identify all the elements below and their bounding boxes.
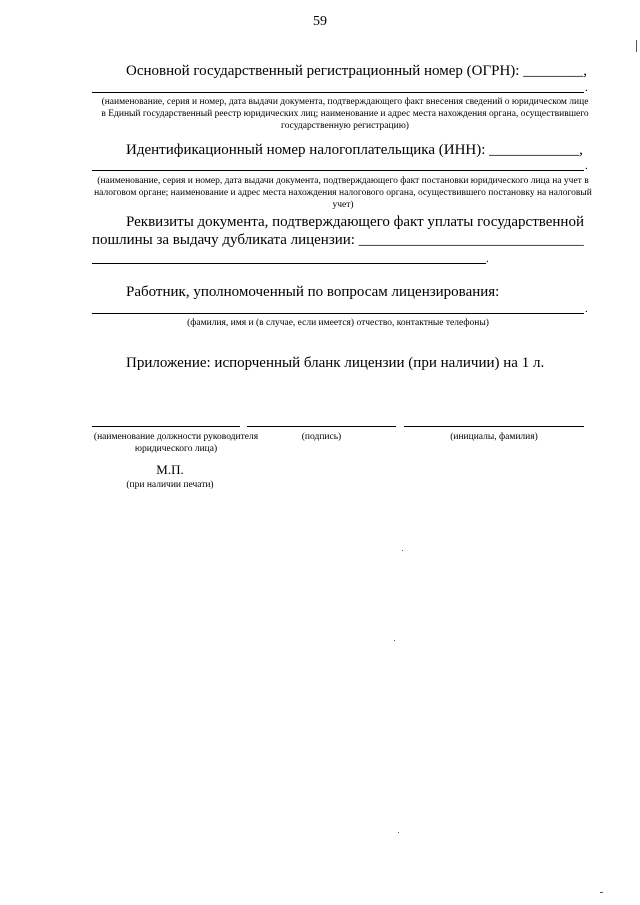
fee-line[interactable]: [92, 263, 486, 264]
fee-label-line1: Реквизиты документа, подтверждающего факт уплаты государственной: [126, 214, 584, 230]
initials-hint: (инициалы, фамилия): [450, 432, 538, 442]
employee-line-dot: .: [585, 303, 588, 315]
fee-label-line2: пошлины за выдачу дубликата лицензии: ______________________________: [92, 232, 584, 248]
scan-edge-mark: [636, 40, 637, 52]
inn-line-dot: .: [585, 160, 588, 172]
inn-label: Идентификационный номер налогоплательщика (ИНН): ____________,: [126, 142, 583, 158]
inn-hint: (наименование, серия и номер, дата выдачи документа, подтверждающего факт постановки юридического лица на учет в налоговом органе; наименование и адрес места нахождения налогового органа, осуществившего постановку на налоговый учет): [94, 176, 592, 210]
ogrn-label: Основной государственный регистрационный номер (ОГРН): ________,: [126, 63, 587, 79]
scan-speck: [398, 832, 399, 833]
scan-speck: [394, 640, 395, 641]
ogrn-line-dot: .: [585, 82, 588, 94]
initials-line[interactable]: [404, 426, 584, 427]
signature-line[interactable]: [247, 426, 396, 427]
fee-line-dot: .: [486, 253, 489, 265]
ogrn-hint: (наименование, серия и номер, дата выдачи документа, подтверждающего факт внесения сведений о юридическом лице в Единый государственный реестр юридических лиц; наименование и адрес места нахождения органа, осуществившего государственную регистрацию): [101, 97, 589, 131]
signature-hint: (подпись): [301, 432, 342, 442]
employee-label: Работник, уполномоченный по вопросам лицензирования:: [126, 284, 500, 300]
ogrn-line[interactable]: [92, 92, 584, 93]
page-number: 59: [313, 14, 327, 29]
employee-hint: (фамилия, имя и (в случае, если имеется) отчество, контактные телефоны): [187, 318, 489, 328]
employee-line[interactable]: [92, 313, 584, 314]
scan-speck: [600, 892, 603, 893]
position-hint: (наименование должности руководителя юридического лица): [93, 432, 259, 454]
inn-line[interactable]: [92, 170, 584, 171]
stamp-hint: (при наличии печати): [126, 480, 214, 490]
position-line[interactable]: [92, 426, 240, 427]
attachment-text: Приложение: испорченный бланк лицензии (при наличии) на 1 л.: [126, 355, 545, 371]
stamp-label: М.П.: [156, 462, 184, 477]
scan-speck: [402, 550, 403, 551]
